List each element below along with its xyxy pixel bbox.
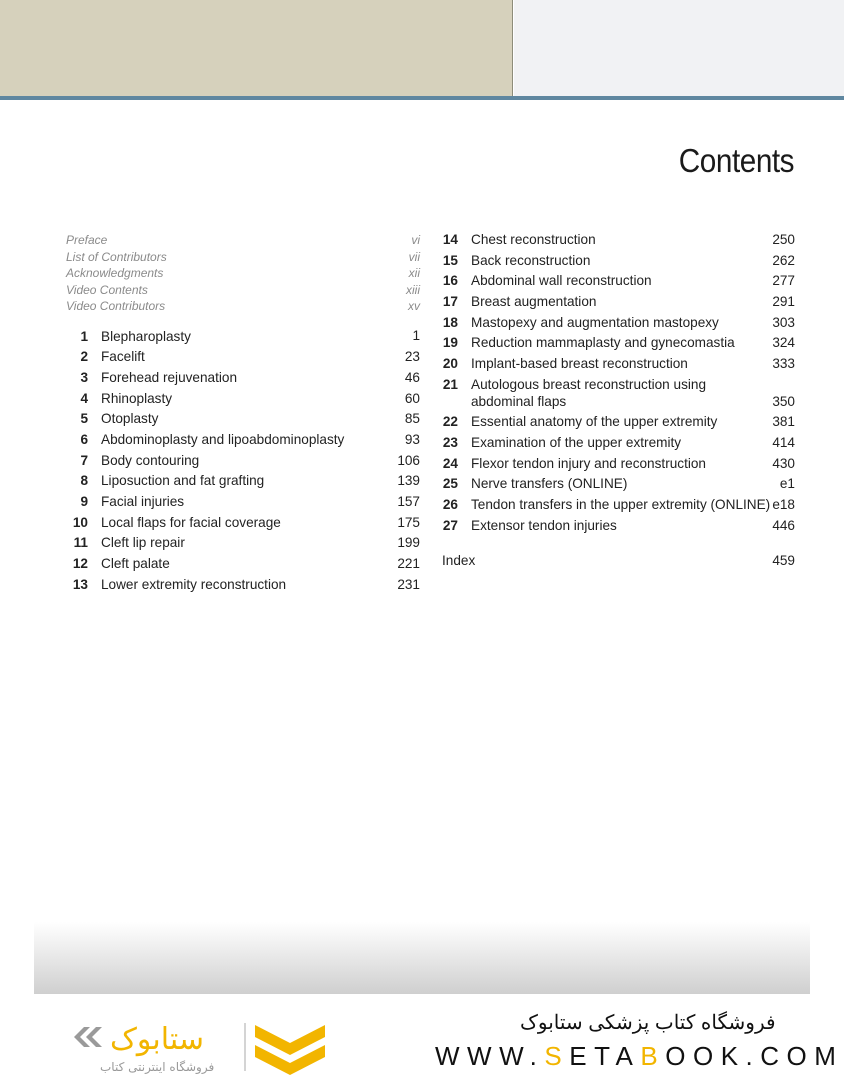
front-matter-list [66, 232, 420, 315]
chapter-entry[interactable] [436, 433, 795, 454]
chapter-title: Facial injuries [101, 494, 185, 509]
chapter-entry[interactable] [66, 430, 420, 451]
logo-wordmark: ستابوک [110, 1022, 205, 1057]
chapter-title: Implant-based breast reconstruction [471, 356, 688, 372]
chapter-page: 262 [772, 252, 795, 268]
chapter-page: 414 [772, 434, 795, 450]
chapter-number: 26 [442, 496, 458, 512]
chapter-title: Liposuction and fat grafting [101, 473, 265, 489]
chapter-number: 27 [442, 517, 458, 533]
chapter-page: e1 [779, 476, 795, 492]
chapter-list-right [436, 230, 795, 536]
chapter-title: Back reconstruction [471, 252, 591, 268]
chapter-number: 24 [442, 455, 458, 471]
chapter-page: 60 [404, 390, 420, 406]
chapter-title: Otoplasty [101, 411, 159, 427]
chapter-title: Rhinoplasty [101, 390, 173, 406]
chapter-entry[interactable] [436, 313, 795, 334]
header-band-right [514, 0, 844, 97]
chapter-page: 350 [772, 393, 795, 409]
chapter-number: 10 [72, 514, 88, 530]
chapter-page: 430 [772, 455, 795, 471]
chapter-number: 4 [80, 390, 88, 406]
setabook-logo [70, 1015, 330, 1077]
entry-title: Video Contributors [66, 299, 166, 313]
chapter-title: Local flaps for facial coverage [101, 514, 281, 530]
chapter-number: 12 [72, 556, 88, 572]
chapter-entry[interactable] [66, 575, 420, 596]
entry-title: Video Contents [66, 282, 148, 297]
chapter-number: 1 [80, 328, 88, 344]
entry-page: xiii [406, 282, 420, 297]
chapter-entry[interactable] [66, 513, 420, 534]
chapter-title: Autologous breast reconstruction using abdominal flaps [471, 376, 707, 409]
entry-title: Acknowledgments [66, 266, 164, 280]
chapter-number: 6 [80, 431, 88, 447]
chapter-number: 17 [442, 294, 458, 310]
logo-subtitle: فروشگاه اینترنتی کتاب [100, 1060, 215, 1074]
index-title: Index [442, 553, 476, 569]
chapter-number: 15 [442, 252, 458, 268]
chapter-number: 18 [442, 314, 458, 330]
chapter-entry[interactable] [436, 454, 795, 475]
chapter-title: Lower extremity reconstruction [101, 576, 287, 592]
chapter-entry[interactable] [66, 533, 420, 554]
chapter-list-left [66, 327, 420, 596]
front-matter-entry[interactable] [66, 249, 420, 266]
chapter-entry[interactable] [436, 354, 795, 375]
chapter-title: Facelift [101, 349, 145, 365]
chapter-number: 16 [442, 273, 458, 289]
chapter-page: 175 [397, 514, 420, 530]
entry-title: Preface [66, 233, 108, 247]
chapter-number: 3 [80, 369, 88, 385]
header-rule [0, 96, 844, 100]
entry-title: List of Contributors [66, 249, 167, 264]
chapter-title: Reduction mammaplasty and gynecomastia [471, 335, 735, 351]
chapter-title: Extensor tendon injuries [471, 517, 617, 533]
chapter-number: 22 [442, 414, 458, 430]
entry-page: vii [408, 249, 420, 264]
chapter-number: 5 [80, 411, 88, 427]
chapter-entry[interactable] [66, 368, 420, 389]
chapter-entry[interactable] [436, 495, 795, 516]
chapter-title: Abdominoplasty and lipoabdominoplasty [101, 431, 345, 447]
entry-page: xii [408, 266, 420, 280]
chapter-entry[interactable] [436, 516, 795, 537]
chapter-page: 277 [772, 273, 795, 289]
chapter-page: 231 [397, 576, 420, 592]
chapter-page: 157 [397, 493, 420, 509]
chapter-entry[interactable] [66, 492, 420, 513]
chapter-page: 139 [397, 473, 420, 489]
chapter-page: 93 [404, 431, 420, 447]
chapter-entry[interactable] [436, 230, 795, 251]
chapter-page: 106 [397, 452, 420, 468]
chapter-entry[interactable] [436, 292, 795, 313]
index-entry[interactable] [436, 551, 795, 572]
chapter-title: Mastopexy and augmentation mastopexy [471, 314, 719, 330]
chapter-title: Blepharoplasty [101, 328, 191, 344]
chapter-page: 291 [772, 294, 795, 310]
chapter-title: Essential anatomy of the upper extremity [471, 414, 718, 430]
chapter-page: e18 [772, 496, 795, 512]
chapter-entry[interactable] [436, 375, 795, 412]
front-matter-entry[interactable] [66, 265, 420, 282]
entry-page: vi [411, 233, 420, 247]
shop-name: فروشگاه کتاب پزشکی ستابوک [520, 1012, 776, 1034]
footer-shadow-band [34, 922, 810, 994]
chapter-title: Breast augmentation [471, 294, 597, 310]
header-band-left [0, 0, 513, 97]
chapter-entry[interactable] [66, 409, 420, 430]
chapter-page: 333 [772, 356, 795, 372]
chapter-entry[interactable] [436, 333, 795, 354]
contents-left-column [66, 232, 420, 595]
chapter-entry[interactable] [66, 451, 420, 472]
chapter-page: 1 [412, 328, 420, 344]
chapter-page: 221 [397, 556, 420, 572]
chapter-page: 46 [404, 369, 420, 385]
front-matter-entry[interactable] [66, 282, 420, 299]
chapter-entry[interactable] [66, 471, 420, 492]
chapter-number: 25 [442, 476, 458, 492]
chapter-number: 19 [442, 335, 458, 351]
chapter-number: 21 [442, 376, 458, 392]
chapter-page: 446 [772, 517, 795, 533]
chapter-number: 7 [80, 452, 88, 468]
chapter-number: 8 [80, 473, 88, 489]
chapter-title: Nerve transfers (ONLINE) [471, 476, 628, 492]
chapter-page: 324 [772, 335, 795, 351]
chapter-entry[interactable] [436, 474, 795, 495]
chapter-title: Cleft lip repair [101, 535, 185, 551]
front-matter-entry[interactable] [66, 232, 420, 249]
chapter-number: 20 [442, 356, 458, 372]
chapter-entry[interactable] [436, 271, 795, 292]
chapter-number: 11 [73, 535, 88, 551]
chapter-entry[interactable] [436, 412, 795, 433]
chapter-entry[interactable] [66, 389, 420, 410]
shop-url[interactable]: WWW.SETABOOK.COM [435, 1041, 844, 1071]
chapter-entry[interactable] [66, 347, 420, 368]
chapter-title: Chest reconstruction [471, 232, 596, 247]
chapter-title: Flexor tendon injury and reconstruction [471, 455, 706, 471]
chapter-title: Tendon transfers in the upper extremity (ONLINE) [471, 496, 771, 512]
chapter-title: Examination of the upper extremity [471, 434, 682, 450]
chapter-title: Abdominal wall reconstruction [471, 273, 652, 289]
index-page: 459 [772, 553, 795, 569]
page-title: Contents [678, 142, 794, 179]
chapter-number: 14 [442, 232, 458, 247]
chapter-entry[interactable] [436, 251, 795, 272]
chapter-page: 199 [397, 535, 420, 551]
chapter-entry[interactable] [66, 327, 420, 348]
chapter-entry[interactable] [66, 554, 420, 575]
front-matter-entry[interactable] [66, 298, 420, 315]
chapter-page: 85 [404, 411, 420, 427]
chapter-number: 23 [442, 434, 458, 450]
chapter-page: 23 [404, 349, 420, 365]
contents-right-column [436, 230, 795, 572]
chapter-number: 2 [80, 349, 88, 365]
chapter-page: 303 [772, 314, 795, 330]
chapter-number: 9 [80, 494, 88, 509]
chapter-page: 381 [772, 414, 795, 430]
chapter-title: Cleft palate [101, 556, 170, 572]
chapter-number: 13 [72, 576, 88, 592]
entry-page: xv [408, 299, 420, 313]
chapter-title: Body contouring [101, 452, 200, 468]
chapter-title: Forehead rejuvenation [101, 369, 238, 385]
chapter-page: 250 [772, 231, 795, 247]
